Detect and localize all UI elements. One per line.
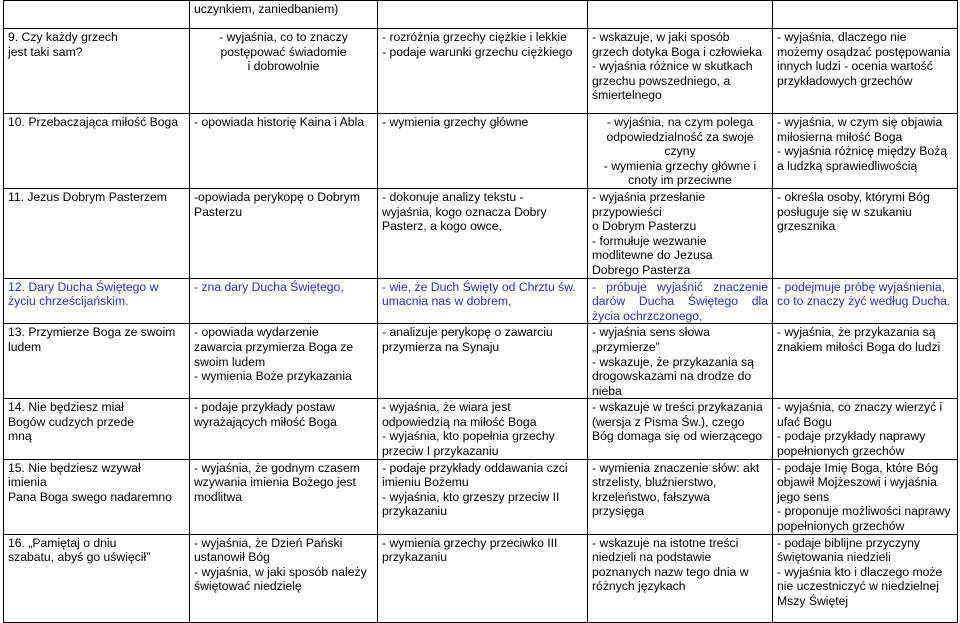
curriculum-table: [3, 0, 958, 623]
cell-content: - wyjaśnia, że godnym czasem wzywania imienia Bożego jest modlitwa: [190, 459, 378, 534]
cell-basic: - wyjaśnia, że wiara jest odpowiedzią na miłość Boga - wyjaśnia, kto popełnia grzechy przeciw I przykazaniu: [378, 399, 588, 459]
cell-topic: 10. Przebaczająca miłość Boga: [4, 114, 190, 189]
cell-content: -opowiada perykopę o Dobrym Pasterzu: [190, 188, 378, 278]
table-row-continuation: [4, 1, 958, 29]
table-row: [4, 534, 958, 622]
cell-basic: - wymienia grzechy przeciwko III przykazaniu: [378, 534, 588, 622]
cell-topic: 15. Nie będziesz wzywał imienia Pana Boga swego nadaremno: [4, 459, 190, 534]
cell-content: - opowiada wydarzenie zawarcia przymierza Boga ze swoim ludem - wymienia Boże przykazania: [190, 324, 378, 399]
cell-extended: - wskazuje, w jaki sposób grzech dotyka Boga i człowieka - wyjaśnia różnice w skutkach grzechu powszedniego, a śmiertelnego: [588, 29, 773, 114]
cell-topic: 14. Nie będziesz miał Bogów cudzych przede mną: [4, 399, 190, 459]
cell-extended: - wyjaśnia, na czym polega odpowiedzialność za swoje czyny - wymienia grzechy główne i cnoty im przeciwne: [588, 114, 773, 189]
cell-extended: - wymienia znaczenie słów: akt strzelisty, bluźnierstwo, krzeleństwo, fałszywa przysięga: [588, 459, 773, 534]
cell-content: - wyjaśnia, co to znaczy postępować świadomie i dobrowolnie: [190, 29, 378, 114]
cell-topic: 13. Przymierze Boga ze swoim ludem: [4, 324, 190, 399]
cell-empty: [378, 1, 588, 29]
cell-topic: 12. Dary Ducha Świętego w życiu chrześcijańskim.: [4, 278, 190, 324]
cell-extended: - wskazuje na istotne treści niedzieli na podstawie poznanych nazw tego dnia w różnych językach: [588, 534, 773, 622]
cell-content: - podaje przykłady postaw wyrażających miłość Boga: [190, 399, 378, 459]
cell-full: - podejmuje próbę wyjaśnienia, co to znaczy żyć według Ducha.: [773, 278, 958, 324]
cell-empty: [773, 1, 958, 29]
cell-topic: 16. „Pamiętaj o dniu szabatu, abyś go uświęcił”: [4, 534, 190, 622]
cell-basic: - analizuje perykopę o zawarciu przymierza na Synaju: [378, 324, 588, 399]
table-row: [4, 399, 958, 459]
table-row: [4, 29, 958, 114]
cell-extended: - wyjaśnia przesłanie przypowieści o Dobrym Pasterzu - formułuje wezwanie modlitewne do Jezusa Dobrego Pasterza: [588, 188, 773, 278]
table-row: [4, 114, 958, 189]
cell-extended: - wskazuje w treści przykazania (wersja z Pisma Św.), czego Bóg domaga się od wierzącego: [588, 399, 773, 459]
cell-content: - zna dary Ducha Świętego,: [190, 278, 378, 324]
table-row: [4, 324, 958, 399]
cell-full: - wyjaśnia, że przykazania są znakiem miłości Boga do ludzi: [773, 324, 958, 399]
cell-content: - wyjaśnia, że Dzień Pański ustanowił Bóg - wyjaśnia, w jaki sposób należy świętować niedzielę: [190, 534, 378, 622]
cell-basic: - dokonuje analizy tekstu - wyjaśnia, kogo oznacza Dobry Pasterz, a kogo owce,: [378, 188, 588, 278]
table-row: [4, 188, 958, 278]
cell-topic: 9. Czy każdy grzech jest taki sam?: [4, 29, 190, 114]
cell-content: - opowiada historię Kaina i Abla: [190, 114, 378, 189]
cell-full: - wyjaśnia, co znaczy wierzyć i ufać Bogu - podaje przykłady naprawy popełnionych grzechów: [773, 399, 958, 459]
cell-basic: - wymienia grzechy główne: [378, 114, 588, 189]
cell-full: - określa osoby, którymi Bóg posługuje się w szukaniu grzesznika: [773, 188, 958, 278]
cell-empty: [4, 1, 190, 29]
cell-basic: - podaje przykłady oddawania czci imieniu Bożemu - wyjaśnia, kto grzeszy przeciw II przykazaniu: [378, 459, 588, 534]
cell-basic: - wie, że Duch Święty od Chrztu św. umacnia nas w dobrem,: [378, 278, 588, 324]
cell-extended: - wyjaśnia sens słowa „przymierze” - wskazuje, że przykazania są drogowskazami na drodze do nieba: [588, 324, 773, 399]
cell-empty: [588, 1, 773, 29]
cell-topic: 11. Jezus Dobrym Pasterzem: [4, 188, 190, 278]
cell-basic: - rozróżnia grzechy ciężkie i lekkie - podaje warunki grzechu ciężkiego: [378, 29, 588, 114]
cell-full: - wyjaśnia, w czym się objawia miłosierna miłość Boga - wyjaśnia różnicę między Bożą a ludzką sprawiedliwością: [773, 114, 958, 189]
cell-full: - wyjaśnia, dlaczego nie możemy osądzać postępowania innych ludzi - ocenia wartość przykładowych grzechów: [773, 29, 958, 114]
table-row: [4, 459, 958, 534]
cell-content: uczynkiem, zaniedbaniem): [190, 1, 378, 29]
table-row: [4, 278, 958, 324]
cell-full: - podaje Imię Boga, które Bóg objawił Mojżeszowi i wyjaśnia jego sens - proponuje możliwości naprawy popełnionych grzechów: [773, 459, 958, 534]
cell-full: - podaje biblijne przyczyny świętowania niedzieli - wyjaśnia kto i dlaczego może nie uczestniczyć w niedzielnej Mszy Świętej: [773, 534, 958, 622]
cell-extended: - próbuje wyjaśnić znaczenie darów Ducha Świętego dla życia ochrzczonego,: [588, 278, 773, 324]
